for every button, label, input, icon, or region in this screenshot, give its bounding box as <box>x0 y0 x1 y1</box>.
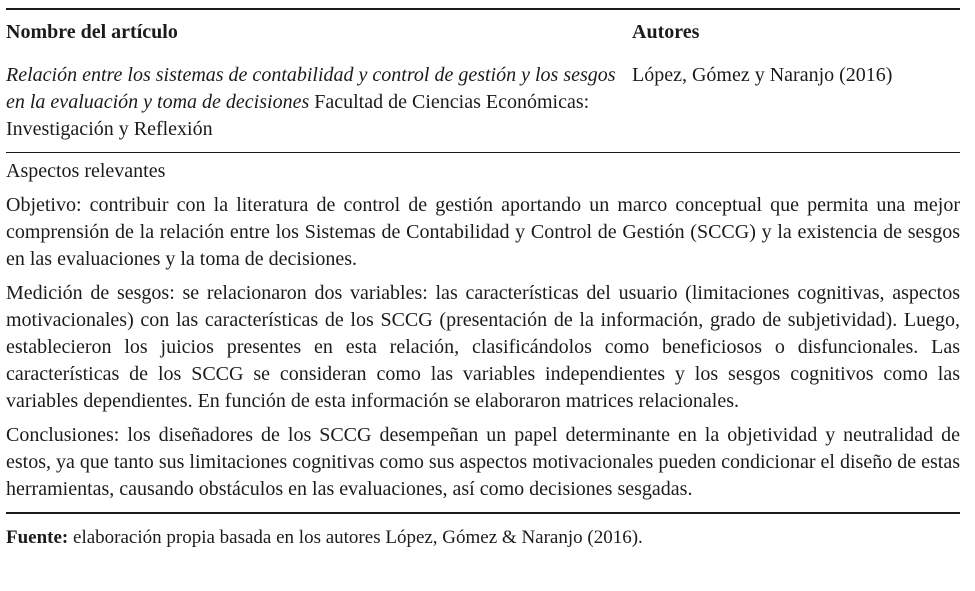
source-note-text: elaboración propia basada en los autores López, Gómez & Naranjo (2016). <box>68 527 643 548</box>
article-authors: López, Gómez y Naranjo (2016) <box>632 64 893 86</box>
article-row <box>6 46 960 152</box>
column-header-autores: Autores <box>632 21 700 43</box>
article-title-journal: Facultad de Ciencias Económicas: Investigación y Reflexión <box>6 91 590 140</box>
paragraph-objetivo: Objetivo: contribuir con la literatura de control de gestión aportando un marco conceptual que permita una mejor comprensión de la relación entre los Sistemas de Contabilidad y Control de Gestión (SCCG) y la existencia de sesgos en las evaluaciones y la toma de decisiones. <box>6 194 960 270</box>
aspects-section-label: Aspectos relevantes <box>6 160 166 182</box>
article-title-italic: Relación entre los sistemas de contabilidad y control de gestión y los sesgos en la evaluación y toma de decisiones <box>6 64 616 113</box>
article-title-cell <box>6 62 620 143</box>
article-table <box>6 8 960 514</box>
column-header-nombre-articulo: Nombre del artículo <box>6 21 178 43</box>
paragraph-conclusiones: Conclusiones: los diseñadores de los SCCG desempeñan un papel determinante en la objetividad y neutralidad de estos, ya que tanto sus limitaciones cognitivas como sus aspectos motivacionales pueden condicionar el diseño de estas herramientas, causando obstáculos en las evaluaciones, así como decisiones sesgadas. <box>6 424 960 500</box>
source-note-label: Fuente: <box>6 527 69 548</box>
table-header-row <box>6 10 960 46</box>
source-note <box>6 525 960 551</box>
paragraph-medicion-de-sesgos: Medición de sesgos: se relacionaron dos variables: las características del usuario (limitaciones cognitivas, aspectos motivacionales) con las características de los SCCG (presentación de la información, grado de subjetividad). Luego, establecieron los juicios presentes en esta relación, clasificándolos como beneficiosos o disfuncionales. Las características de los SCCG se consideran como las variables independientes y los sesgos cognitivos como las variables dependientes. En función de esta información se elaboraron matrices relacionales. <box>6 282 960 412</box>
